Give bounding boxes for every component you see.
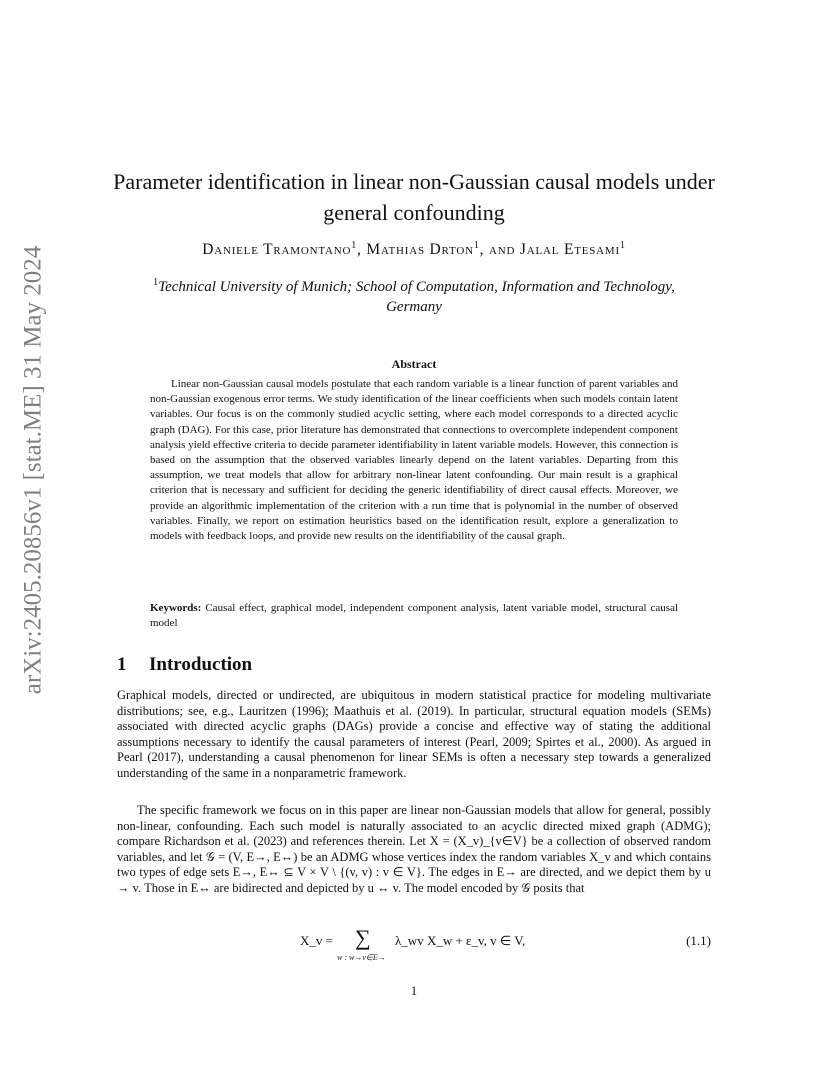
author-name: Jalal Etesami xyxy=(519,241,620,259)
author-separator: , and xyxy=(479,241,520,259)
keywords-text: Causal effect, graphical model, independent component analysis, latent variable model, structural causal model xyxy=(150,602,679,630)
keywords xyxy=(150,601,678,631)
arxiv-identifier-text: arXiv:2405.20856v1 [stat.ME] 31 May 2024 xyxy=(19,245,46,695)
summation-symbol: ∑ xyxy=(355,925,371,950)
affiliation-text: Technical University of Munich; School of Computation, Information and Technology, Germany xyxy=(158,279,675,315)
abstract-body: Linear non-Gaussian causal models postulate that each random variable is a linear function of parent variables and non-Gaussian exogenous error terms. We study identification of the linear coefficients when such models contain latent variables. Our focus is on the commonly studied acyclic setting, where each model corresponds to a directed acyclic graph (DAG). For this case, prior literature has demonstrated that connections to overcomplete independent component analysis yield effective criteria to decide parameter identifiability in latent variable models. However, this connection is based on the assumption that the observed variables linearly depend on the latent variables. Departing from this assumption, we treat models that allow for arbitrary non-linear latent confounding. Our main result is a graphical criterion that is necessary and sufficient for deciding the generic identifiability of direct causal effects. Moreover, we provide an algorithmic implementation of the criterion with a run time that is polynomial in the number of observed variables. Finally, we report on estimation heuristics based on the identification result, explore a generalization to models with feedback loops, and provide new results on the identifiability of the causal graph. xyxy=(150,378,678,543)
affiliation xyxy=(140,273,688,317)
author-separator: , xyxy=(357,241,367,259)
affiliation-mark: 1 xyxy=(153,277,159,288)
author-name: Daniele Tramontano xyxy=(202,241,352,259)
summation-index: w : w→v∈E→ xyxy=(337,953,386,962)
section-heading xyxy=(117,654,252,676)
author-affiliation-mark: 1 xyxy=(619,240,626,251)
author-affiliation-mark: 1 xyxy=(351,240,358,251)
equation xyxy=(117,925,711,971)
author-list xyxy=(100,240,728,259)
equation-lhs: X_v = xyxy=(300,933,333,948)
equation-number: (1.1) xyxy=(686,933,711,948)
author-affiliation-mark: 1 xyxy=(473,240,480,251)
keywords-label: Keywords: xyxy=(150,602,202,614)
arxiv-identifier xyxy=(8,245,58,695)
author-name: Mathias Drton xyxy=(366,241,474,259)
section-number: 1 xyxy=(117,654,127,675)
section-title: Introduction xyxy=(149,654,253,675)
paper-title: Parameter identification in linear non-Gaussian causal models under general confounding xyxy=(113,169,715,225)
paragraph: Graphical models, directed or undirected, are ubiquitous in modern statistical practice for modeling multivariate distributions; see, e.g., Lauritzen (1996); Maathuis et al. (2019). In particular, structural equation models (SEMs) associated with directed acyclic graphs (DAGs) provide a concise and effective way of stating the additional assumptions necessary to identify the causal parameters of interest (Pearl, 2009; Spirtes et al., 2000). As argued in Pearl (2017), understanding a causal phenomenon for linear SEMs is often a necessary step towards a generalized understanding of the same in a nonparametric framework. xyxy=(117,688,711,780)
abstract-heading: Abstract xyxy=(391,357,437,371)
page-number: 1 xyxy=(410,984,418,998)
paragraph: The specific framework we focus on in this paper are linear non-Gaussian models that allow for general, possibly non-linear, confounding. Each such model is naturally associated to an acyclic directed mixed graph (ADMG); compare Richardson et al. (2023) and references therein. Let X = (X_v)_{v∈V} be a collection of observed random variables, and let 𝒢 = (V, E→, E↔) be an ADMG whose vertices index the random variables X_v and which contains two types of edge sets E→, E↔ ⊆ V × V \ {(v, v) : v ∈ V}. The edges in E→ are directed, and we depict them by u → v. Those in E↔ are bidirected and depicted by u ↔ v. The model encoded by 𝒢 posits that xyxy=(117,803,711,895)
equation-rhs: λ_wv X_w + ε_v, v ∈ V, xyxy=(395,933,526,948)
